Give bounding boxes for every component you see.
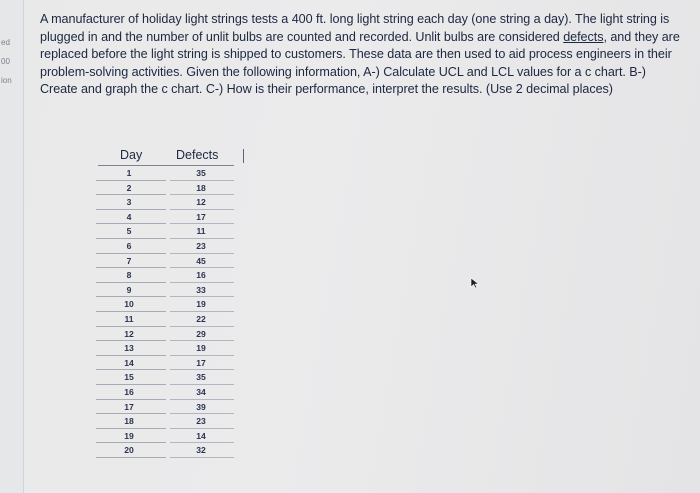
table-row	[96, 254, 246, 269]
cell-defects: 14	[196, 430, 206, 441]
table-row	[96, 341, 246, 356]
header-day: Day	[120, 148, 143, 162]
table-row	[96, 370, 246, 385]
table-row	[96, 283, 246, 298]
cell-day: 11	[124, 313, 134, 324]
cell-defects: 16	[196, 270, 206, 281]
header-defects: Defects	[176, 148, 219, 162]
cell-defects: 35	[196, 168, 206, 178]
cell-day: 9	[126, 284, 132, 295]
table-row	[96, 210, 246, 225]
cell-defects: 23	[196, 416, 206, 427]
cell-day: 18	[124, 416, 134, 427]
table-row	[96, 239, 246, 254]
cell-day: 16	[124, 386, 134, 397]
cell-day: 19	[124, 430, 134, 441]
table-row	[96, 443, 246, 458]
cell-day: 7	[126, 255, 132, 266]
cell-day: 10	[124, 299, 134, 310]
problem-text-part1: A manufacturer of holiday light strings tests a 400 ft. long light string each day (one string a day). The light string is plugged in and the number of unlit bulbs are counted and recorded. Unlit bulbs are considered	[40, 12, 670, 44]
table-row	[96, 327, 246, 342]
cell-day: 20	[124, 445, 134, 456]
cell-defects: 19	[196, 299, 206, 310]
cell-day: 6	[126, 240, 132, 251]
cell-day: 12	[124, 328, 134, 339]
table-row	[96, 312, 246, 327]
sidebar-fragment-2: 00	[1, 57, 10, 66]
left-sidebar-strip	[0, 0, 24, 493]
cell-day: 5	[126, 226, 132, 237]
sidebar-fragment-3: ion	[1, 76, 12, 85]
cell-day: 13	[124, 343, 134, 354]
row-rule-left	[96, 457, 166, 458]
table-row	[96, 224, 246, 239]
cell-defects: 17	[196, 211, 206, 222]
cell-defects: 39	[196, 401, 206, 412]
table-body	[96, 166, 246, 458]
table-header	[96, 146, 246, 166]
cell-day: 8	[126, 270, 132, 281]
cell-defects: 33	[196, 284, 206, 295]
document-border	[23, 0, 24, 493]
sidebar-fragment-1: ed	[1, 38, 10, 47]
table-row	[96, 356, 246, 371]
table-row	[96, 385, 246, 400]
table-row	[96, 195, 246, 210]
cell-day: 3	[126, 197, 132, 208]
table-row	[96, 166, 246, 181]
row-rule-right	[170, 457, 234, 458]
cell-day: 4	[126, 211, 132, 222]
defects-term: defects	[563, 29, 604, 44]
cell-defects: 45	[196, 255, 206, 266]
table-row	[96, 181, 246, 196]
cell-defects: 32	[196, 445, 206, 456]
cell-defects: 35	[196, 372, 206, 383]
cell-defects: 34	[196, 386, 206, 397]
cell-defects: 12	[196, 197, 206, 208]
cell-defects: 18	[196, 182, 206, 193]
cell-day: 17	[124, 401, 134, 412]
cell-day: 15	[124, 372, 134, 383]
cell-defects: 19	[196, 343, 206, 354]
cell-defects: 11	[196, 226, 206, 237]
cell-defects: 29	[196, 328, 206, 339]
cell-day: 1	[126, 168, 132, 178]
mouse-pointer-icon	[470, 277, 482, 289]
cell-defects: 23	[196, 240, 206, 251]
table-row	[96, 268, 246, 283]
problem-statement	[40, 11, 680, 99]
table-row	[96, 297, 246, 312]
defects-table	[96, 146, 246, 458]
text-caret	[243, 149, 244, 163]
table-row	[96, 429, 246, 444]
table-row	[96, 414, 246, 429]
cell-day: 14	[124, 357, 134, 368]
cell-defects: 17	[196, 357, 206, 368]
table-row	[96, 400, 246, 415]
problem-text-part2: , and they are replaced before the light string is shipped to customers. These data are then used to aid process engineers in their problem-solving activities. Given the following information, A-) Calculate UCL and LCL values for a c chart. B-) Create and graph the c chart. C-) How is their performance, interpret the results. (Use 2 decimal places)	[40, 29, 680, 96]
cell-defects: 22	[196, 313, 206, 324]
cell-day: 2	[126, 182, 132, 193]
